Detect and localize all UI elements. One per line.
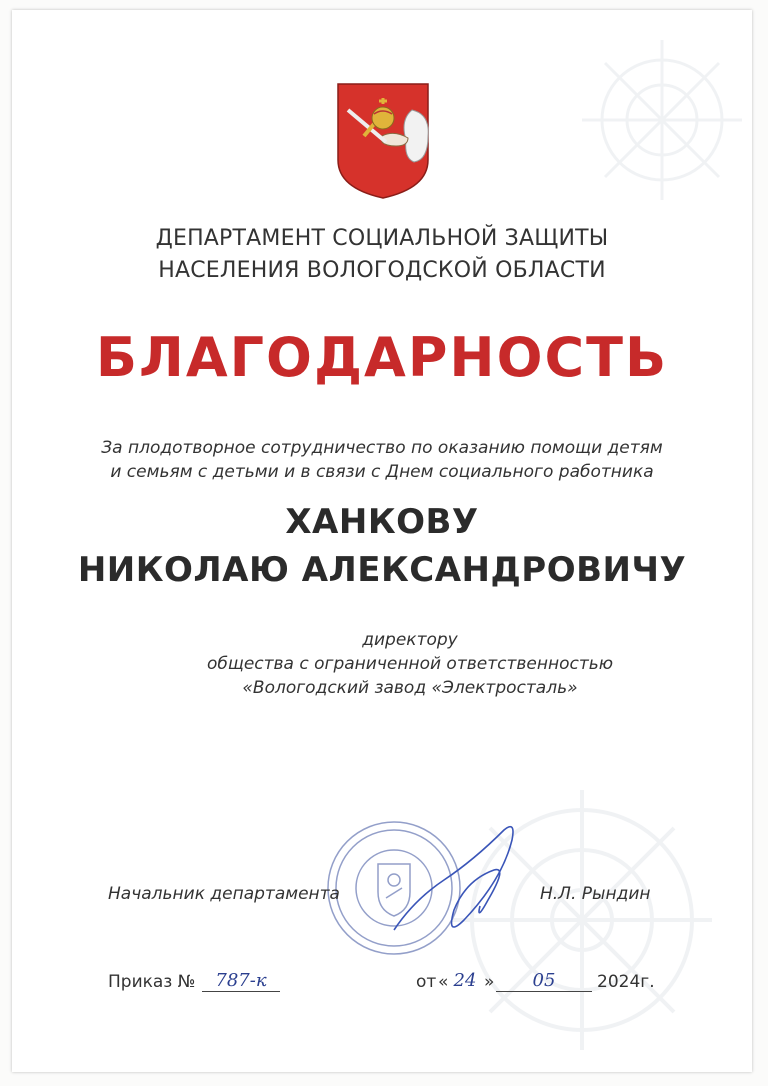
department-name-line-2: НАСЕЛЕНИЯ ВОЛОГОДСКОЙ ОБЛАСТИ [158,258,606,283]
recipient-position-line-3: «Вологодский завод «Электросталь» [242,678,578,698]
date-quote-close: » [484,972,495,992]
date-quote-open: « [438,972,449,992]
recipient-surname: ХАНКОВУ [285,502,479,542]
vologda-coat-of-arms-icon [334,80,432,202]
recipient-position-line-2: общества с ограниченной ответственностью [206,654,614,674]
date-month: 05 [496,970,592,992]
order-number: 787-к [202,970,280,992]
date-year: 2024г. [597,972,655,992]
certificate-title: БЛАГОДАРНОСТЬ [95,326,669,389]
certificate-sheet [12,10,752,1072]
date-day: 24 [453,970,477,991]
department-name-line-1: ДЕПАРТАМЕНТ СОЦИАЛЬНОЙ ЗАЩИТЫ [155,226,609,251]
order-label: Приказ № [108,972,196,992]
reason-line-2: и семьям с детьми и в связи с Днем социального работника [110,462,654,482]
date-from-label: от [416,972,437,992]
snowflake-watermark-icon [572,30,752,210]
signatory-name: Н.Л. Рындин [540,884,651,904]
recipient-given-names: НИКОЛАЮ АЛЕКСАНДРОВИЧУ [77,550,687,590]
signatory-title: Начальник департамента [108,884,340,904]
handwritten-signature-icon [384,810,534,960]
recipient-position-line-1: директору [362,630,458,650]
reason-line-1: За плодотворное сотрудничество по оказанию помощи детям [101,438,663,458]
